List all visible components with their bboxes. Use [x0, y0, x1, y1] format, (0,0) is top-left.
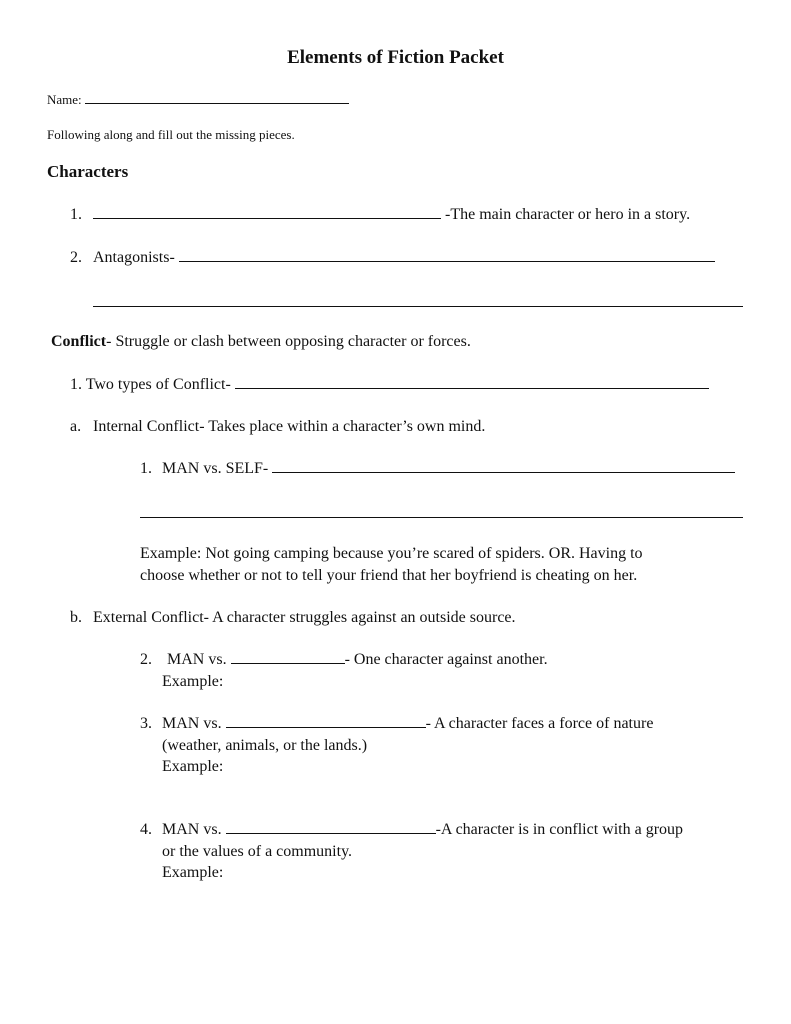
man-vs-nature-row: [162, 714, 653, 734]
conflict-definition: [51, 332, 471, 352]
conflict-types-blank[interactable]: [235, 375, 709, 389]
man-vs-man-blank[interactable]: [231, 650, 345, 664]
man-vs-man-row: [167, 650, 548, 670]
internal-example-line-2: choose whether or not to tell your friend that her boyfriend is cheating on her.: [140, 567, 638, 584]
man-vs-nature-blank[interactable]: [226, 714, 426, 728]
man-vs-man-example: Example:: [162, 673, 224, 690]
man-vs-self-blank-line-2[interactable]: [140, 517, 743, 518]
protagonist-blank[interactable]: [93, 205, 441, 219]
man-vs-society-blank[interactable]: [226, 820, 436, 834]
man-vs-society-number: 4.: [140, 821, 152, 838]
external-conflict-marker: b.: [70, 609, 82, 626]
man-vs-man-number: 2.: [140, 651, 152, 668]
page-title: Elements of Fiction Packet: [287, 47, 504, 68]
man-vs-self-label: MAN vs. SELF-: [162, 460, 269, 477]
man-vs-nature-desc-2: (weather, animals, or the lands.): [162, 737, 368, 754]
conflict-label: Conflict: [51, 333, 107, 350]
man-vs-nature-example: Example:: [162, 758, 224, 775]
man-vs-self-row: [162, 459, 735, 479]
instructions: Following along and fill out the missing pieces.: [47, 127, 295, 142]
antagonists-blank-line-2[interactable]: [93, 306, 743, 307]
man-vs-society-desc-2: or the values of a community.: [162, 843, 353, 860]
man-vs-self-number: 1.: [140, 460, 152, 477]
conflict-types-row: [70, 375, 709, 395]
man-vs-nature-desc: - A character faces a force of nature: [425, 715, 654, 732]
conflict-definition-text: - Struggle or clash between opposing character or forces.: [106, 333, 471, 350]
internal-conflict-marker: a.: [70, 418, 82, 435]
characters-item-1-text: -The main character or hero in a story.: [445, 206, 691, 223]
man-vs-nature-number: 3.: [140, 715, 152, 732]
man-vs-self-blank[interactable]: [272, 459, 735, 473]
man-vs-man-desc: - One character against another.: [344, 651, 548, 668]
internal-conflict-text: Internal Conflict- Takes place within a character’s own mind.: [93, 418, 486, 435]
characters-item-2-number: 2.: [70, 249, 82, 266]
antagonists-blank[interactable]: [179, 248, 715, 262]
external-conflict-text: External Conflict- A character struggles against an outside source.: [93, 609, 516, 626]
conflict-types-label: 1. Two types of Conflict-: [70, 376, 231, 393]
characters-item-1: [93, 205, 690, 225]
characters-item-1-number: 1.: [70, 206, 82, 223]
man-vs-society-label: MAN vs.: [162, 821, 222, 838]
internal-example-line-1: Example: Not going camping because you’re scared of spiders. OR. Having to: [140, 545, 643, 562]
characters-heading: Characters: [47, 162, 129, 181]
name-label: Name:: [47, 92, 82, 107]
man-vs-man-label: MAN vs.: [167, 651, 227, 668]
man-vs-nature-label: MAN vs.: [162, 715, 222, 732]
characters-item-2: [93, 248, 715, 268]
man-vs-society-example: Example:: [162, 864, 224, 881]
man-vs-society-row: [162, 820, 683, 840]
name-field[interactable]: [85, 90, 349, 104]
name-row: [47, 90, 349, 110]
man-vs-society-desc: -A character is in conflict with a group: [435, 821, 684, 838]
antagonists-label: Antagonists-: [93, 249, 175, 266]
